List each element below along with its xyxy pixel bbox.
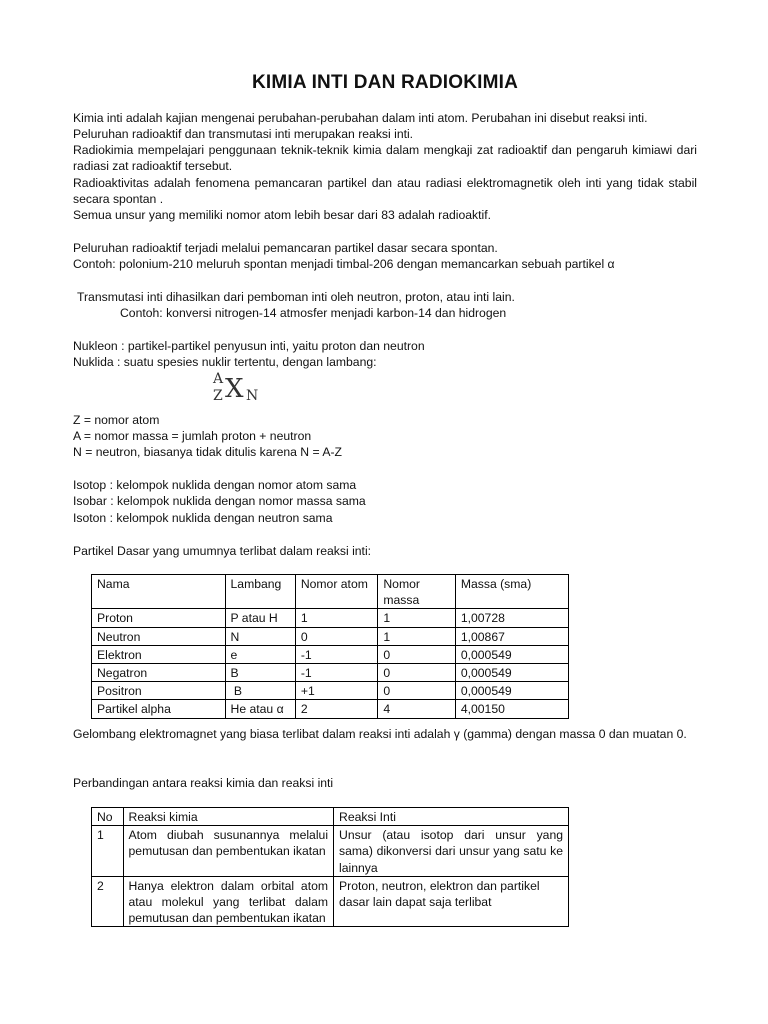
table-cell: He atau α bbox=[225, 700, 295, 718]
table-cell: Proton bbox=[92, 609, 226, 627]
definition-z: Z = nomor atom bbox=[73, 413, 160, 427]
table-cell: -1 bbox=[295, 645, 378, 663]
gamma-paragraph: Gelombang elektromagnet yang biasa terlibat dalam reaksi inti adalah γ (gamma) dengan massa 0 dan muatan 0. bbox=[73, 727, 687, 741]
table-cell: Partikel alpha bbox=[92, 700, 226, 718]
header-cell: Nomor atom bbox=[295, 575, 378, 609]
table-cell: B bbox=[225, 664, 295, 682]
table-cell: 1,00728 bbox=[455, 609, 568, 627]
header-cell: Reaksi kimia bbox=[123, 808, 334, 826]
nucleon-definition: Nukleon : partikel-partikel penyusun inti, yaitu proton dan neutron bbox=[73, 339, 425, 353]
table-cell: +1 bbox=[295, 682, 378, 700]
table-cell: 2 bbox=[92, 876, 124, 927]
header-cell: Massa (sma) bbox=[455, 575, 568, 609]
header-cell: No bbox=[92, 808, 124, 826]
definition-n: N = neutron, biasanya tidak ditulis karena N = A-Z bbox=[73, 445, 342, 459]
table-cell: Negatron bbox=[92, 664, 226, 682]
transmutation-example: Contoh: konversi nitrogen-14 atmosfer menjadi karbon-14 dan hidrogen bbox=[120, 306, 507, 320]
header-cell: Reaksi Inti bbox=[334, 808, 569, 826]
table-cell: 4,00150 bbox=[455, 700, 568, 718]
table-cell: B bbox=[225, 682, 295, 700]
table-cell: Atom diubah susunannya melalui pemutusan dan pembentukan ikatan bbox=[123, 826, 334, 877]
table-cell: 0,000549 bbox=[455, 682, 568, 700]
table-cell: Proton, neutron, elektron dan partikel dasar lain dapat saja terlibat bbox=[334, 876, 569, 927]
particles-heading: Partikel Dasar yang umumnya terlibat dalam reaksi inti: bbox=[73, 544, 372, 558]
table-cell: e bbox=[225, 645, 295, 663]
nuclide-definition: Nuklida : suatu spesies nuklir tertentu, dengan lambang: bbox=[73, 355, 377, 369]
isobar-definition: Isobar : kelompok nuklida dengan nomor massa sama bbox=[73, 494, 366, 508]
table-cell: 1 bbox=[295, 609, 378, 627]
table-cell: 0 bbox=[378, 682, 455, 700]
table-row bbox=[92, 876, 569, 927]
table-cell: Positron bbox=[92, 682, 226, 700]
table-row bbox=[92, 627, 569, 645]
table-cell: 2 bbox=[295, 700, 378, 718]
decay-paragraph-1: Peluruhan radioaktif terjadi melalui pemancaran partikel dasar secara spontan. bbox=[73, 241, 498, 255]
formula-neutron-number: N bbox=[246, 388, 259, 404]
definition-a: A = nomor massa = jumlah proton + neutron bbox=[73, 429, 312, 443]
table-cell: N bbox=[225, 627, 295, 645]
table-row bbox=[92, 700, 569, 718]
transmutation-paragraph: Transmutasi inti dihasilkan dari pemboman inti oleh neutron, proton, atau inti lain. bbox=[77, 290, 515, 304]
intro-paragraph-4: Radioaktivitas adalah fenomena pemancaran partikel dan atau radiasi elektromagnetik oleh inti yang tidak stabil secara spontan . bbox=[73, 176, 697, 207]
intro-paragraph-5: Semua unsur yang memiliki nomor atom lebih besar dari 83 adalah radioaktif. bbox=[73, 208, 491, 222]
table-header-row bbox=[92, 575, 569, 609]
table-cell: 0 bbox=[378, 645, 455, 663]
table-header-row bbox=[92, 808, 569, 826]
table-cell: 1 bbox=[378, 627, 455, 645]
table-cell: 1 bbox=[378, 609, 455, 627]
table-row bbox=[92, 664, 569, 682]
isotop-definition: Isotop : kelompok nuklida dengan nomor atom sama bbox=[73, 478, 357, 492]
table-cell: P atau H bbox=[225, 609, 295, 627]
table-cell: -1 bbox=[295, 664, 378, 682]
table-cell: 0,000549 bbox=[455, 645, 568, 663]
table-cell: 0 bbox=[295, 627, 378, 645]
intro-paragraph-2: Peluruhan radioaktif dan transmutasi inti merupakan reaksi inti. bbox=[73, 127, 414, 141]
nuclide-symbol-formula bbox=[213, 372, 273, 412]
table-cell: Elektron bbox=[92, 645, 226, 663]
header-cell: Lambang bbox=[225, 575, 295, 609]
particles-table bbox=[91, 574, 569, 719]
table-cell: 0,000549 bbox=[455, 664, 568, 682]
comparison-heading: Perbandingan antara reaksi kimia dan reaksi inti bbox=[73, 776, 334, 790]
table-cell: Neutron bbox=[92, 627, 226, 645]
intro-paragraph-1: Kimia inti adalah kajian mengenai perubahan-perubahan dalam inti atom. Perubahan ini disebut reaksi inti. bbox=[73, 111, 648, 125]
formula-element-symbol: X bbox=[225, 374, 244, 404]
formula-atomic-number: Z bbox=[213, 388, 223, 404]
isoton-definition: Isoton : kelompok nuklida dengan neutron sama bbox=[73, 511, 333, 525]
decay-example: Contoh: polonium-210 meluruh spontan menjadi timbal-206 dengan memancarkan sebuah partikel α bbox=[73, 257, 615, 271]
table-row bbox=[92, 826, 569, 877]
comparison-table bbox=[91, 807, 569, 927]
header-cell: Nama bbox=[92, 575, 226, 609]
table-cell: 4 bbox=[378, 700, 455, 718]
table-cell: 1 bbox=[92, 826, 124, 877]
table-cell: Hanya elektron dalam orbital atom atau molekul yang terlibat dalam pemutusan dan pembentukan ikatan bbox=[123, 876, 334, 927]
table-row bbox=[92, 645, 569, 663]
table-row bbox=[92, 682, 569, 700]
formula-mass-number: A bbox=[213, 371, 224, 387]
header-cell: Nomor massa bbox=[378, 575, 455, 609]
table-cell: 1,00867 bbox=[455, 627, 568, 645]
page-title: KIMIA INTI DAN RADIOKIMIA bbox=[251, 72, 519, 93]
table-cell: Unsur (atau isotop dari unsur yang sama) dikonversi dari unsur yang satu ke lainnya bbox=[334, 826, 569, 877]
table-row bbox=[92, 609, 569, 627]
intro-paragraph-3: Radiokimia mempelajari penggunaan teknik-teknik kimia dalam mengkaji zat radioaktif dan pengaruh kimiawi dari radiasi zat radioaktif tersebut. bbox=[73, 143, 697, 174]
table-cell: 0 bbox=[378, 664, 455, 682]
